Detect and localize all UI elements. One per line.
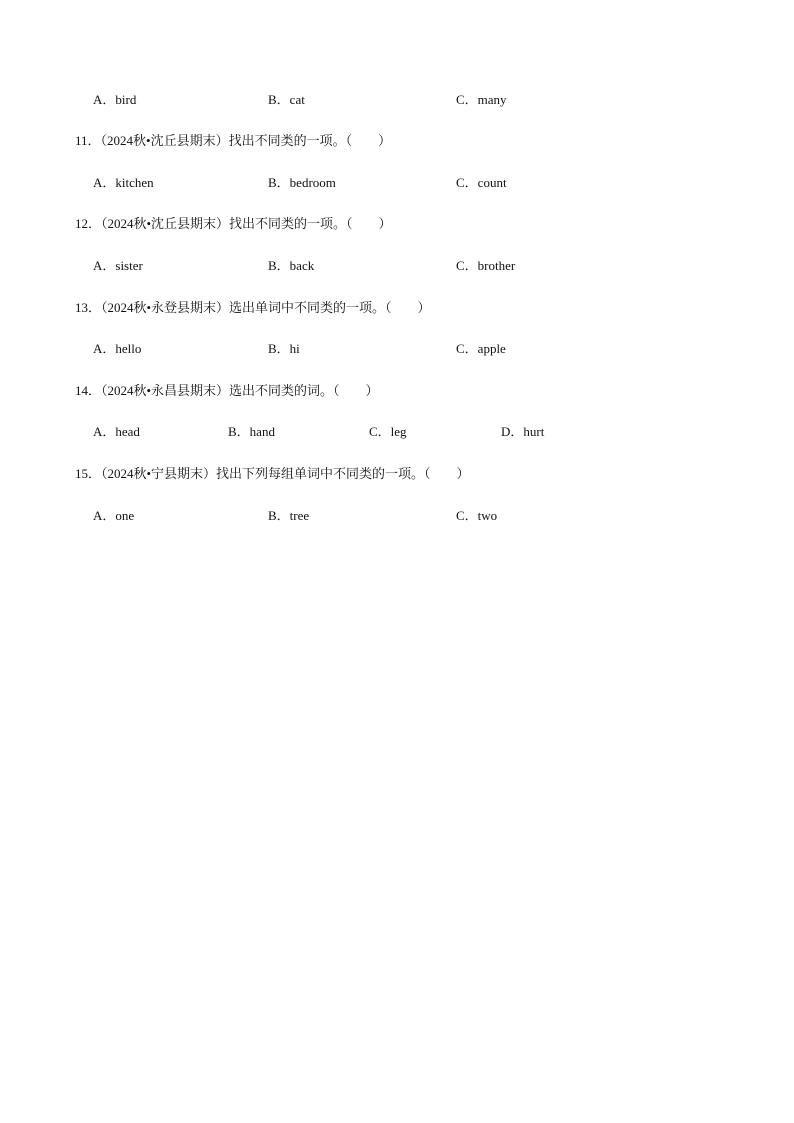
q11-option-a[interactable]: A．kitchen xyxy=(93,175,154,190)
q14-option-c[interactable]: C．leg xyxy=(369,424,407,439)
q10-option-b[interactable]: B．cat xyxy=(268,92,305,107)
q15-stem: 15．（2024秋•宁县期末）找出下列每组单词中不同类的一项。（ ） xyxy=(75,466,470,481)
q10-option-c[interactable]: C．many xyxy=(456,92,507,107)
q13-option-b[interactable]: B．hi xyxy=(268,341,300,356)
q11-option-b[interactable]: B．bedroom xyxy=(268,175,336,190)
q12-option-c[interactable]: C．brother xyxy=(456,258,516,273)
q15-option-c[interactable]: C．two xyxy=(456,508,498,523)
q14-option-a[interactable]: A．head xyxy=(93,424,140,439)
q11-stem: 11．（2024秋•沈丘县期末）找出不同类的一项。（ ） xyxy=(75,133,392,148)
q15-option-a[interactable]: A．one xyxy=(93,508,135,523)
q12-option-b[interactable]: B．back xyxy=(268,258,315,273)
q15-option-b[interactable]: B．tree xyxy=(268,508,310,523)
q14-stem: 14．（2024秋•永昌县期末）选出不同类的词。（ ） xyxy=(75,383,379,398)
q10-option-a[interactable]: A．bird xyxy=(93,92,137,107)
q13-option-a[interactable]: A．hello xyxy=(93,341,142,356)
q13-stem: 13．（2024秋•永登县期末）选出单词中不同类的一项。（ ） xyxy=(75,300,431,315)
q12-stem: 12．（2024秋•沈丘县期末）找出不同类的一项。（ ） xyxy=(75,216,392,231)
q11-option-c[interactable]: C．count xyxy=(456,175,507,190)
q14-option-d[interactable]: D．hurt xyxy=(501,424,545,439)
q13-option-c[interactable]: C．apple xyxy=(456,341,506,356)
q14-option-b[interactable]: B．hand xyxy=(228,424,275,439)
q12-option-a[interactable]: A．sister xyxy=(93,258,143,273)
